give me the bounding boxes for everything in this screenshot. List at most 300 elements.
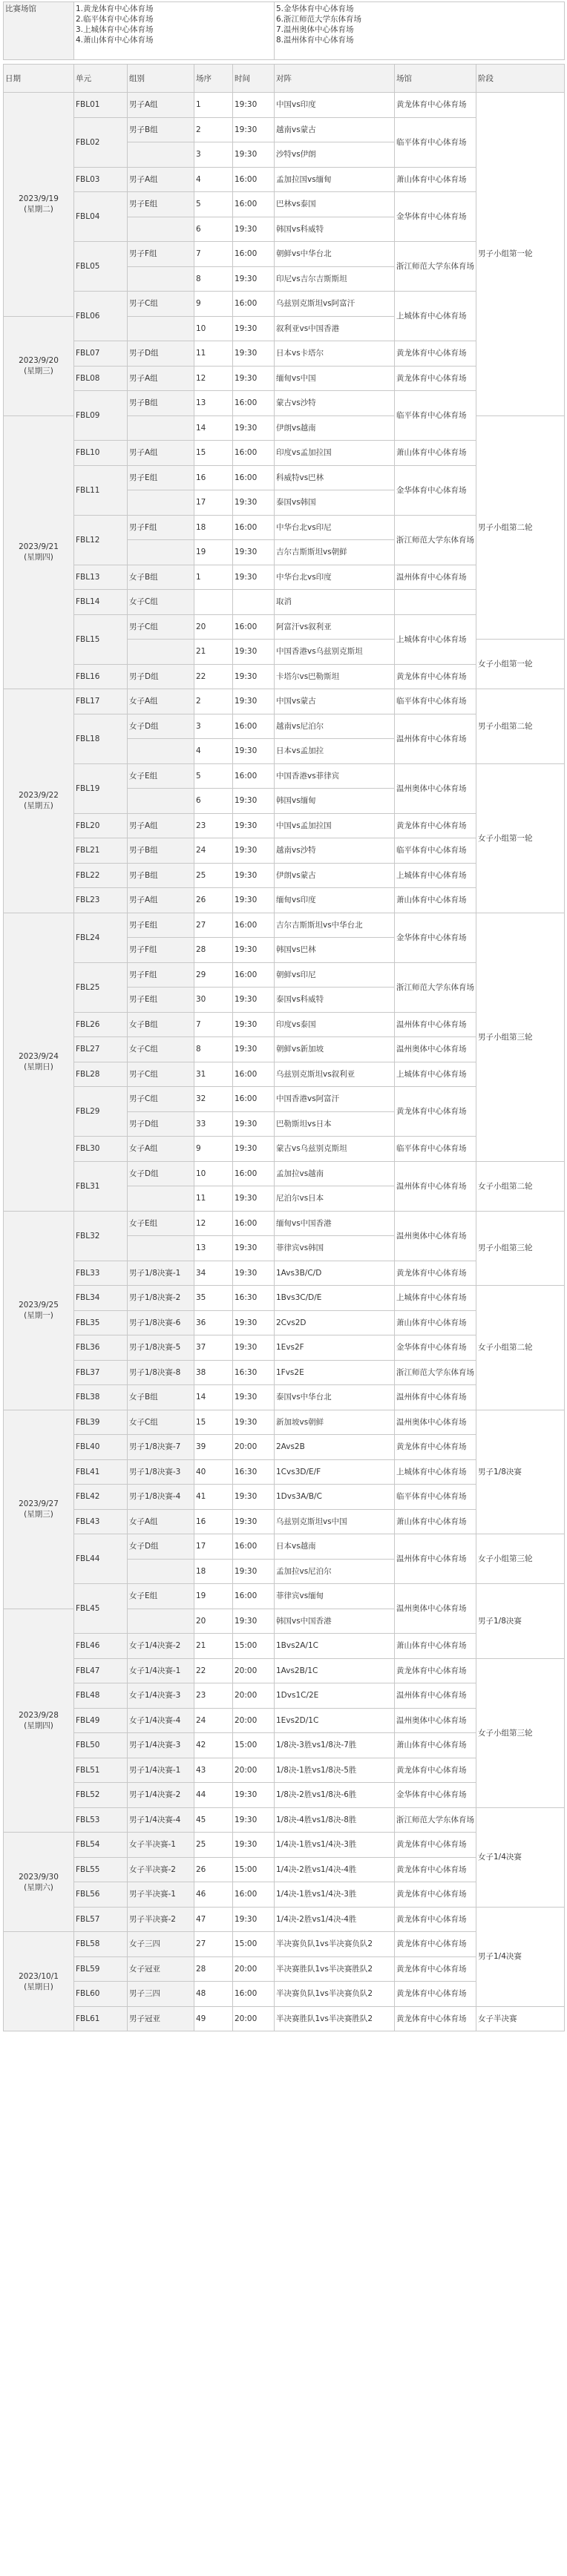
stage-cell: 女子小组第一轮	[476, 640, 565, 689]
matchup-cell: 半决赛胜队1vs半决赛胜队2	[275, 2006, 395, 2031]
date-cell	[4, 415, 74, 689]
venue-cell: 黄龙体育中心体育场	[395, 1833, 476, 1858]
venue-cell: 萧山体育中心体育场	[395, 1634, 476, 1659]
time-cell: 20:00	[233, 2006, 275, 2031]
matchup-cell: 中国vs蒙古	[275, 689, 395, 714]
matchup-cell: 1Evs2D/1C	[275, 1708, 395, 1733]
match-number-cell: 25	[194, 1833, 233, 1858]
schedule-table	[3, 64, 565, 2031]
matchup-cell: 1Evs2F	[275, 1335, 395, 1361]
unit-cell: FBL15	[74, 614, 128, 664]
group-cell: 女子A组	[128, 1137, 194, 1162]
unit-cell: FBL28	[74, 1062, 128, 1087]
matchup-cell: 蒙古vs沙特	[275, 391, 395, 416]
match-number-cell: 1	[194, 93, 233, 118]
venue-cell: 黄龙体育中心体育场	[395, 1882, 476, 1908]
stage-cell: 女子小组第二轮	[476, 1161, 565, 1211]
matchup-cell: 1/8决-4胜vs1/8决-8胜	[275, 1807, 395, 1833]
time-cell: 15:00	[233, 1634, 275, 1659]
stage-cell: 女子小组第二轮	[476, 1286, 565, 1410]
time-cell: 19:30	[233, 1559, 275, 1584]
group-cell: 男子1/8决赛-7	[128, 1435, 194, 1460]
match-number-cell: 28	[194, 938, 233, 963]
group-cell: 男子1/8决赛-4	[128, 1485, 194, 1510]
group-cell: 女子三四	[128, 1932, 194, 1957]
unit-cell: FBL55	[74, 1857, 128, 1882]
matchup-cell: 韩国vs中国香港	[275, 1609, 395, 1634]
date-cell	[4, 1211, 74, 1410]
matchup-cell: 中华台北vs印尼	[275, 515, 395, 540]
time-cell: 16:00	[233, 1982, 275, 2007]
group-cell	[128, 142, 194, 168]
venue-list-item: 6.浙江师范大学东体育场	[276, 15, 362, 24]
matchup-cell: 新加坡vs朝鲜	[275, 1410, 395, 1435]
venue-cell: 温州体育中心体育场	[395, 565, 476, 590]
group-cell: 男子B组	[128, 863, 194, 888]
group-cell: 男子冠亚	[128, 2006, 194, 2031]
matchup-cell: 伊朗vs蒙古	[275, 863, 395, 888]
header-match-number: 场序	[194, 65, 233, 93]
matchup-cell: 1Bvs2A/1C	[275, 1634, 395, 1659]
matchup-cell: 中华台北vs印度	[275, 565, 395, 590]
group-cell	[128, 1186, 194, 1212]
matchup-cell: 越南vs尼泊尔	[275, 714, 395, 739]
time-cell: 19:30	[233, 1509, 275, 1534]
match-number-cell: 13	[194, 1236, 233, 1261]
matchup-cell: 乌兹别克斯坦vs中国	[275, 1509, 395, 1534]
venue-cell: 黄龙体育中心体育场	[395, 1435, 476, 1460]
date-text: 2023/9/30	[19, 1872, 59, 1882]
stage-cell: 女子小组第三轮	[476, 1534, 565, 1584]
match-number-cell: 12	[194, 1211, 233, 1236]
matchup-cell: 中国香港vs乌兹别克斯坦	[275, 640, 395, 665]
match-number-cell: 41	[194, 1485, 233, 1510]
match-number-cell: 4	[194, 167, 233, 192]
match-number-cell: 23	[194, 813, 233, 838]
time-cell: 16:30	[233, 1286, 275, 1311]
group-cell: 男子1/4决赛-2	[128, 1783, 194, 1808]
unit-cell: FBL38	[74, 1385, 128, 1410]
matchup-cell: 1/4决-1胜vs1/4决-3胜	[275, 1882, 395, 1908]
venue-list-item: 2.临平体育中心体育场	[76, 15, 154, 24]
venue-cell: 黄龙体育中心体育场	[395, 1956, 476, 1982]
group-cell	[128, 1609, 194, 1634]
matchup-cell: 伊朗vs越南	[275, 415, 395, 441]
time-cell: 19:30	[233, 266, 275, 292]
group-cell: 女子1/4决赛-3	[128, 1683, 194, 1709]
group-cell: 男子C组	[128, 1062, 194, 1087]
venue-cell: 温州体育中心体育场	[395, 1683, 476, 1709]
header-time: 时间	[233, 65, 275, 93]
table-row	[4, 913, 565, 938]
match-number-cell: 9	[194, 1137, 233, 1162]
table-row	[4, 1286, 565, 1311]
group-cell: 女子C组	[128, 1410, 194, 1435]
stage-cell: 男子小组第二轮	[476, 689, 565, 764]
group-cell	[128, 640, 194, 665]
matchup-cell: 巴林vs泰国	[275, 192, 395, 217]
date-text: 2023/9/22	[19, 791, 59, 801]
match-number-cell: 3	[194, 142, 233, 168]
group-cell: 男子E组	[128, 465, 194, 490]
matchup-cell: 科威特vs巴林	[275, 465, 395, 490]
match-number-cell: 24	[194, 838, 233, 864]
matchup-cell: 1/8决-1胜vs1/8决-5胜	[275, 1758, 395, 1783]
time-cell	[233, 590, 275, 615]
time-cell: 16:00	[233, 1882, 275, 1908]
group-cell: 男子F组	[128, 242, 194, 267]
match-number-cell: 2	[194, 117, 233, 142]
matchup-cell: 1Avs3B/C/D	[275, 1261, 395, 1286]
match-number-cell: 3	[194, 714, 233, 739]
date-cell	[4, 1932, 74, 2031]
match-number-cell: 17	[194, 490, 233, 516]
time-cell: 16:00	[233, 515, 275, 540]
time-cell: 19:30	[233, 1833, 275, 1858]
group-cell	[128, 316, 194, 341]
weekday-text: (星期四)	[24, 553, 53, 562]
unit-cell: FBL16	[74, 664, 128, 689]
time-cell: 20:00	[233, 1658, 275, 1683]
weekday-text: (星期六)	[24, 1882, 53, 1892]
match-number-cell: 35	[194, 1286, 233, 1311]
date-text: 2023/9/25	[19, 1301, 59, 1310]
match-number-cell: 21	[194, 1634, 233, 1659]
matchup-cell: 乌兹别克斯坦vs叙利亚	[275, 1062, 395, 1087]
time-cell: 19:30	[233, 863, 275, 888]
matchup-cell: 菲律宾vs缅甸	[275, 1584, 395, 1609]
time-cell: 16:00	[233, 1161, 275, 1186]
group-cell: 女子半决赛-1	[128, 1833, 194, 1858]
weekday-text: (星期四)	[24, 1721, 53, 1730]
group-cell: 女子A组	[128, 689, 194, 714]
unit-cell: FBL22	[74, 863, 128, 888]
unit-cell: FBL41	[74, 1459, 128, 1485]
match-number-cell: 37	[194, 1335, 233, 1361]
time-cell: 19:30	[233, 689, 275, 714]
schedule-body	[4, 93, 565, 2031]
match-number-cell: 16	[194, 465, 233, 490]
venue-cell: 萧山体育中心体育场	[395, 1310, 476, 1335]
match-number-cell: 20	[194, 1609, 233, 1634]
venue-cell: 临平体育中心体育场	[395, 391, 476, 441]
match-number-cell: 11	[194, 1186, 233, 1212]
match-number-cell: 18	[194, 515, 233, 540]
venue-cell: 黄龙体育中心体育场	[395, 664, 476, 689]
group-cell: 男子B组	[128, 838, 194, 864]
venue-cell: 黄龙体育中心体育场	[395, 93, 476, 118]
group-cell: 女子B组	[128, 565, 194, 590]
matchup-cell: 印度vs泰国	[275, 1012, 395, 1037]
weekday-text: (星期日)	[24, 1062, 53, 1071]
time-cell: 19:30	[233, 664, 275, 689]
date-cell	[4, 1410, 74, 1609]
match-number-cell: 45	[194, 1807, 233, 1833]
group-cell: 男子C组	[128, 614, 194, 640]
venue-cell: 温州奥体中心体育场	[395, 1708, 476, 1733]
match-number-cell: 26	[194, 888, 233, 913]
venue-cell: 黄龙体育中心体育场	[395, 1758, 476, 1783]
unit-cell: FBL53	[74, 1807, 128, 1833]
time-cell: 19:30	[233, 1410, 275, 1435]
venue-cell: 临平体育中心体育场	[395, 1485, 476, 1510]
time-cell: 19:30	[233, 1111, 275, 1137]
unit-cell: FBL17	[74, 689, 128, 714]
matchup-cell: 巴勒斯坦vs日本	[275, 1111, 395, 1137]
group-cell: 男子F组	[128, 515, 194, 540]
time-cell: 16:00	[233, 192, 275, 217]
venue-cell: 萧山体育中心体育场	[395, 888, 476, 913]
venue-cell	[395, 590, 476, 615]
match-number-cell: 5	[194, 763, 233, 789]
match-number-cell: 19	[194, 1584, 233, 1609]
matchup-cell: 中国vs孟加拉国	[275, 813, 395, 838]
venue-list-item: 7.温州奥体中心体育场	[276, 25, 354, 34]
match-number-cell: 36	[194, 1310, 233, 1335]
matchup-cell: 缅甸vs中国	[275, 366, 395, 391]
time-cell: 15:00	[233, 1932, 275, 1957]
match-number-cell: 6	[194, 217, 233, 242]
time-cell: 19:30	[233, 1186, 275, 1212]
unit-cell: FBL03	[74, 167, 128, 192]
venue-cell: 黄龙体育中心体育场	[395, 813, 476, 838]
weekday-text: (星期日)	[24, 1982, 53, 1991]
venue-cell: 温州奥体中心体育场	[395, 1410, 476, 1435]
match-number-cell: 30	[194, 988, 233, 1013]
unit-cell: FBL59	[74, 1956, 128, 1982]
unit-cell: FBL50	[74, 1733, 128, 1758]
unit-cell: FBL24	[74, 913, 128, 962]
venue-cell: 临平体育中心体育场	[395, 689, 476, 714]
venues-table	[3, 1, 565, 60]
group-cell: 女子C组	[128, 590, 194, 615]
venue-cell: 浙江师范大学东体育场	[395, 962, 476, 1012]
table-row	[4, 1211, 565, 1236]
match-number-cell: 9	[194, 292, 233, 317]
time-cell: 19:30	[233, 415, 275, 441]
group-cell: 男子1/8决赛-3	[128, 1459, 194, 1485]
venue-list-item: 3.上城体育中心体育场	[76, 25, 154, 34]
date-text: 2023/9/21	[19, 542, 59, 552]
time-cell: 19:30	[233, 1236, 275, 1261]
venue-cell: 温州体育中心体育场	[395, 714, 476, 763]
time-cell: 16:00	[233, 292, 275, 317]
venue-cell: 温州奥体中心体育场	[395, 1037, 476, 1062]
matchup-cell: 1/8决-3胜vs1/8决-7胜	[275, 1733, 395, 1758]
matchup-cell: 半决赛胜队1vs半决赛胜队2	[275, 1956, 395, 1982]
time-cell: 19:30	[233, 490, 275, 516]
time-cell: 16:00	[233, 763, 275, 789]
group-cell: 女子D组	[128, 714, 194, 739]
group-cell: 男子E组	[128, 913, 194, 938]
time-cell: 19:30	[233, 888, 275, 913]
venue-cell: 临平体育中心体育场	[395, 1137, 476, 1162]
time-cell: 19:30	[233, 1261, 275, 1286]
time-cell: 16:00	[233, 1584, 275, 1609]
time-cell: 19:30	[233, 1609, 275, 1634]
stage-cell: 女子1/4决赛	[476, 1807, 565, 1907]
group-cell: 男子A组	[128, 888, 194, 913]
group-cell: 男子E组	[128, 988, 194, 1013]
group-cell: 男子1/8决赛-5	[128, 1335, 194, 1361]
weekday-text: (星期三)	[24, 1510, 53, 1519]
time-cell: 16:00	[233, 962, 275, 988]
group-cell: 男子D组	[128, 664, 194, 689]
unit-cell: FBL51	[74, 1758, 128, 1783]
time-cell: 16:00	[233, 913, 275, 938]
time-cell: 19:30	[233, 1807, 275, 1833]
unit-cell: FBL07	[74, 341, 128, 367]
match-number-cell: 22	[194, 1658, 233, 1683]
unit-cell: FBL29	[74, 1087, 128, 1137]
unit-cell: FBL27	[74, 1037, 128, 1062]
matchup-cell: 1/8决-2胜vs1/8决-6胜	[275, 1783, 395, 1808]
unit-cell: FBL46	[74, 1634, 128, 1659]
unit-cell: FBL05	[74, 242, 128, 292]
group-cell	[128, 1559, 194, 1584]
time-cell: 16:00	[233, 465, 275, 490]
unit-cell: FBL26	[74, 1012, 128, 1037]
time-cell: 16:30	[233, 1360, 275, 1385]
group-cell	[128, 217, 194, 242]
time-cell: 15:00	[233, 1733, 275, 1758]
match-number-cell: 14	[194, 1385, 233, 1410]
time-cell: 16:00	[233, 1211, 275, 1236]
group-cell: 男子A组	[128, 366, 194, 391]
group-cell: 男子1/4决赛-1	[128, 1758, 194, 1783]
match-number-cell: 5	[194, 192, 233, 217]
time-cell: 19:30	[233, 341, 275, 367]
header-venue: 场馆	[395, 65, 476, 93]
header-unit: 单元	[74, 65, 128, 93]
matchup-cell: 泰国vs中华台北	[275, 1385, 395, 1410]
table-row	[4, 1807, 565, 1833]
time-cell: 16:00	[233, 714, 275, 739]
time-cell: 19:30	[233, 142, 275, 168]
unit-cell: FBL19	[74, 763, 128, 813]
matchup-cell: 2Avs2B	[275, 1435, 395, 1460]
group-cell: 男子F组	[128, 962, 194, 988]
time-cell: 19:30	[233, 1037, 275, 1062]
matchup-cell: 1Fvs2E	[275, 1360, 395, 1385]
match-number-cell: 15	[194, 1410, 233, 1435]
time-cell: 19:30	[233, 316, 275, 341]
time-cell: 20:00	[233, 1758, 275, 1783]
unit-cell: FBL14	[74, 590, 128, 615]
match-number-cell: 32	[194, 1087, 233, 1112]
group-cell: 男子B组	[128, 391, 194, 416]
matchup-cell: 半决赛负队1vs半决赛负队2	[275, 1982, 395, 2007]
matchup-cell: 韩国vs缅甸	[275, 789, 395, 814]
group-cell: 男子三四	[128, 1982, 194, 2007]
time-cell: 15:00	[233, 1857, 275, 1882]
group-cell: 女子半决赛-2	[128, 1857, 194, 1882]
time-cell: 19:30	[233, 217, 275, 242]
time-cell: 16:00	[233, 1087, 275, 1112]
unit-cell: FBL40	[74, 1435, 128, 1460]
time-cell: 19:30	[233, 1137, 275, 1162]
weekday-text: (星期二)	[24, 205, 53, 214]
header-date: 日期	[4, 65, 74, 93]
group-cell: 女子E组	[128, 1211, 194, 1236]
matchup-cell: 1Cvs3D/E/F	[275, 1459, 395, 1485]
date-cell	[4, 93, 74, 317]
unit-cell: FBL10	[74, 441, 128, 466]
unit-cell: FBL56	[74, 1882, 128, 1908]
matchup-cell: 孟加拉国vs缅甸	[275, 167, 395, 192]
time-cell: 19:30	[233, 1783, 275, 1808]
matchup-cell: 越南vs蒙古	[275, 117, 395, 142]
matchup-cell: 1/4决-2胜vs1/4决-4胜	[275, 1907, 395, 1932]
venue-cell: 温州奥体中心体育场	[395, 1211, 476, 1261]
venue-list-left	[74, 2, 275, 60]
match-number-cell: 28	[194, 1956, 233, 1982]
schedule-header-row	[4, 65, 565, 93]
group-cell	[128, 490, 194, 516]
unit-cell: FBL30	[74, 1137, 128, 1162]
table-row	[4, 1584, 565, 1609]
matchup-cell: 叙利亚vs中国香港	[275, 316, 395, 341]
time-cell: 19:30	[233, 565, 275, 590]
match-number-cell: 29	[194, 962, 233, 988]
match-number-cell: 23	[194, 1683, 233, 1709]
group-cell: 女子C组	[128, 1037, 194, 1062]
group-cell: 男子1/8决赛-6	[128, 1310, 194, 1335]
schedule-page	[3, 1, 564, 2573]
match-number-cell: 34	[194, 1261, 233, 1286]
stage-cell: 男子1/8决赛	[476, 1584, 565, 1659]
date-cell	[4, 316, 74, 415]
venue-cell: 浙江师范大学东体育场	[395, 515, 476, 565]
matchup-cell: 朝鲜vs中华台北	[275, 242, 395, 267]
time-cell: 20:00	[233, 1683, 275, 1709]
match-number-cell: 43	[194, 1758, 233, 1783]
match-number-cell: 47	[194, 1907, 233, 1932]
match-number-cell: 16	[194, 1509, 233, 1534]
venue-cell: 上城体育中心体育场	[395, 1459, 476, 1485]
venue-cell: 上城体育中心体育场	[395, 1062, 476, 1087]
time-cell: 16:00	[233, 167, 275, 192]
date-text: 2023/9/24	[19, 1052, 59, 1061]
venue-cell: 萧山体育中心体育场	[395, 167, 476, 192]
time-cell: 16:00	[233, 1062, 275, 1087]
time-cell: 19:30	[233, 813, 275, 838]
group-cell: 男子A组	[128, 813, 194, 838]
group-cell: 女子冠亚	[128, 1956, 194, 1982]
unit-cell: FBL34	[74, 1286, 128, 1311]
match-number-cell	[194, 590, 233, 615]
match-number-cell: 39	[194, 1435, 233, 1460]
match-number-cell: 24	[194, 1708, 233, 1733]
date-cell	[4, 1609, 74, 1833]
match-number-cell: 25	[194, 863, 233, 888]
stage-cell: 男子小组第二轮	[476, 415, 565, 640]
header-group: 组别	[128, 65, 194, 93]
unit-cell: FBL18	[74, 714, 128, 763]
match-number-cell: 46	[194, 1882, 233, 1908]
unit-cell: FBL31	[74, 1161, 128, 1211]
match-number-cell: 6	[194, 789, 233, 814]
match-number-cell: 27	[194, 913, 233, 938]
unit-cell: FBL08	[74, 366, 128, 391]
venue-cell: 温州体育中心体育场	[395, 1012, 476, 1037]
weekday-text: (星期一)	[24, 1311, 53, 1320]
match-number-cell: 14	[194, 415, 233, 441]
group-cell: 男子1/4决赛-4	[128, 1807, 194, 1833]
match-number-cell: 13	[194, 391, 233, 416]
group-cell: 男子1/8决赛-8	[128, 1360, 194, 1385]
group-cell: 女子1/4决赛-4	[128, 1708, 194, 1733]
